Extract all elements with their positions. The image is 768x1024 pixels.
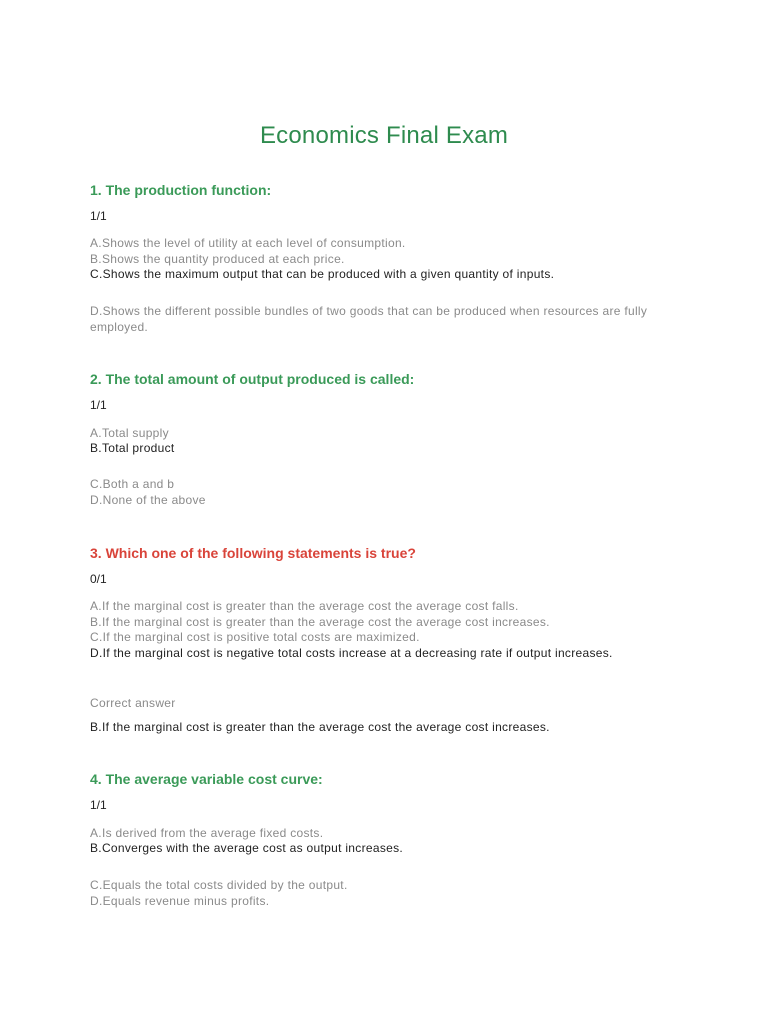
option-d: D.Shows the different possible bundles of two goods that can be produced when resources are fully employed. xyxy=(90,304,648,334)
question-heading: 3. Which one of the following statements is true? xyxy=(90,545,416,561)
option-b-selected: B.Converges with the average cost as output increases. xyxy=(90,841,404,855)
option-b: B.If the marginal cost is greater than the average cost the average cost increases. xyxy=(90,615,550,629)
question-score: 1/1 xyxy=(90,398,107,412)
option-a: A.Is derived from the average fixed costs. xyxy=(90,826,324,840)
option-c: C.If the marginal cost is positive total costs are maximized. xyxy=(90,630,420,644)
option-d: D.None of the above xyxy=(90,493,206,507)
question-score: 1/1 xyxy=(90,798,107,812)
option-d: D.Equals revenue minus profits. xyxy=(90,894,270,908)
page-title: Economics Final Exam xyxy=(259,122,509,149)
option-d-selected: D.If the marginal cost is negative total costs increase at a decreasing rate if output increases. xyxy=(90,646,613,660)
option-a: A.If the marginal cost is greater than the average cost the average cost falls. xyxy=(90,599,519,613)
option-a: A.Total supply xyxy=(90,426,169,440)
option-b: B.Shows the quantity produced at each price. xyxy=(90,252,345,266)
question-score: 1/1 xyxy=(90,209,107,223)
option-c: C.Equals the total costs divided by the output. xyxy=(90,878,348,892)
option-c: C.Both a and b xyxy=(90,477,175,491)
option-b-selected: B.Total product xyxy=(90,441,175,455)
question-heading: 4. The average variable cost curve: xyxy=(90,771,323,787)
correct-answer-label: Correct answer xyxy=(90,696,176,710)
question-heading: 2. The total amount of output produced is called: xyxy=(90,371,415,387)
option-c-selected: C.Shows the maximum output that can be produced with a given quantity of inputs. xyxy=(90,267,555,281)
question-heading: 1. The production function: xyxy=(90,182,272,198)
question-score: 0/1 xyxy=(90,572,107,586)
correct-answer-text: B.If the marginal cost is greater than the average cost the average cost increases. xyxy=(90,720,550,734)
option-a: A.Shows the level of utility at each level of consumption. xyxy=(90,236,406,250)
